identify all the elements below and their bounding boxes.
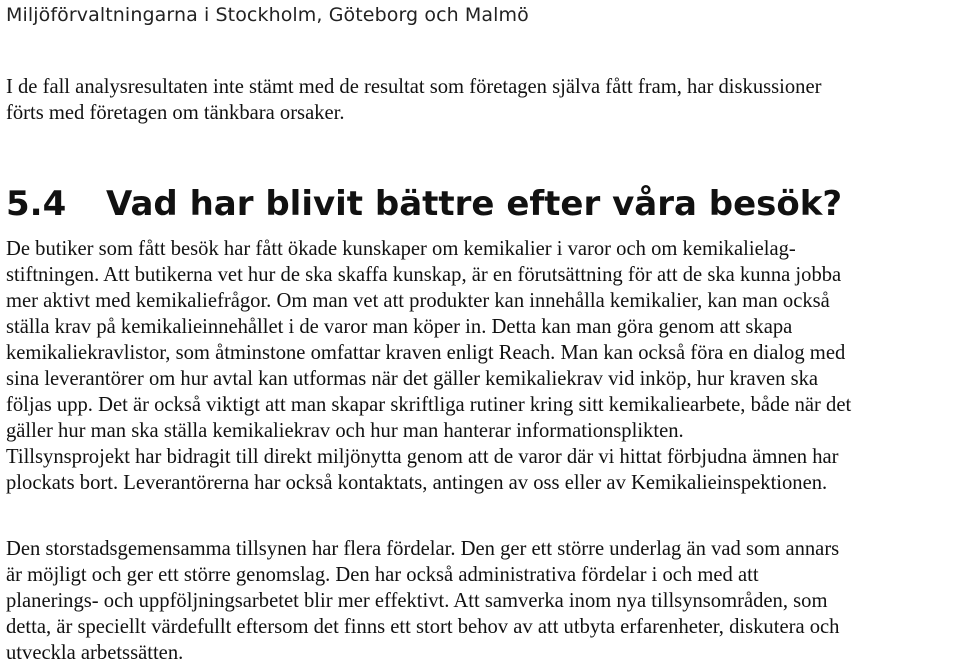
section-heading bbox=[6, 184, 842, 224]
text-line: är möjligt och ger ett större genomslag. Den har också administrativa fördelar i och med att bbox=[6, 564, 759, 586]
text-line: De butiker som fått besök har fått ökade kunskaper om kemikalier i varor och om kemikalielag- bbox=[6, 238, 796, 260]
text-line: stiftningen. Att butikerna vet hur de ska skaffa kunskap, är en förutsättning för att de ska kunna jobba bbox=[6, 264, 842, 286]
text-line: utveckla arbetssätten. bbox=[6, 642, 184, 664]
text-line: ställa krav på kemikalieinnehållet i de varor man köper in. Detta kan man göra genom att skapa bbox=[6, 316, 793, 338]
text-line: följas upp. Det är också viktigt att man skapar skriftliga rutiner kring sitt kemikaliearbete, både när det bbox=[6, 394, 852, 416]
running-header: Miljöförvaltningarna i Stockholm, Göteborg och Malmö bbox=[6, 4, 529, 26]
section-title: Vad har blivit bättre efter våra besök? bbox=[106, 184, 843, 224]
text-line: I de fall analysresultaten inte stämt med de resultat som företagen själva fått fram, har diskussioner bbox=[6, 76, 822, 98]
body-paragraph-2 bbox=[6, 536, 956, 666]
section-number: 5.4 bbox=[6, 184, 67, 224]
text-line: detta, är speciellt värdefullt eftersom det finns ett stort behov av att utbyta erfarenheter, diskutera och bbox=[6, 616, 840, 638]
text-line: planerings- och uppföljningsarbetet blir mer effektivt. Att samverka inom nya tillsynsområden, som bbox=[6, 590, 828, 612]
text-line: Den storstadsgemensamma tillsynen har flera fördelar. Den ger ett större underlag än vad som annars bbox=[6, 538, 840, 560]
text-line: förts med företagen om tänkbara orsaker. bbox=[6, 102, 345, 124]
text-line: sina leverantörer om hur avtal kan utformas när det gäller kemikaliekrav vid inköp, hur kraven ska bbox=[6, 368, 819, 390]
body-paragraph-1 bbox=[6, 236, 956, 496]
text-line: kemikaliekravlistor, som åtminstone omfattar kraven enligt Reach. Man kan också föra en dialog med bbox=[6, 342, 846, 364]
intro-paragraph bbox=[6, 74, 956, 126]
text-line: plockats bort. Leverantörerna har också kontaktats, antingen av oss eller av Kemikalieinspektionen. bbox=[6, 472, 828, 494]
text-line: mer aktivt med kemikaliefrågor. Om man vet att produkter kan innehålla kemikalier, kan man också bbox=[6, 290, 830, 312]
text-line: gäller hur man ska ställa kemikaliekrav och hur man hanterar informationsplikten. bbox=[6, 420, 684, 442]
text-line: Tillsynsprojekt har bidragit till direkt miljönytta genom att de varor där vi hittat förbjudna ämnen har bbox=[6, 446, 839, 468]
